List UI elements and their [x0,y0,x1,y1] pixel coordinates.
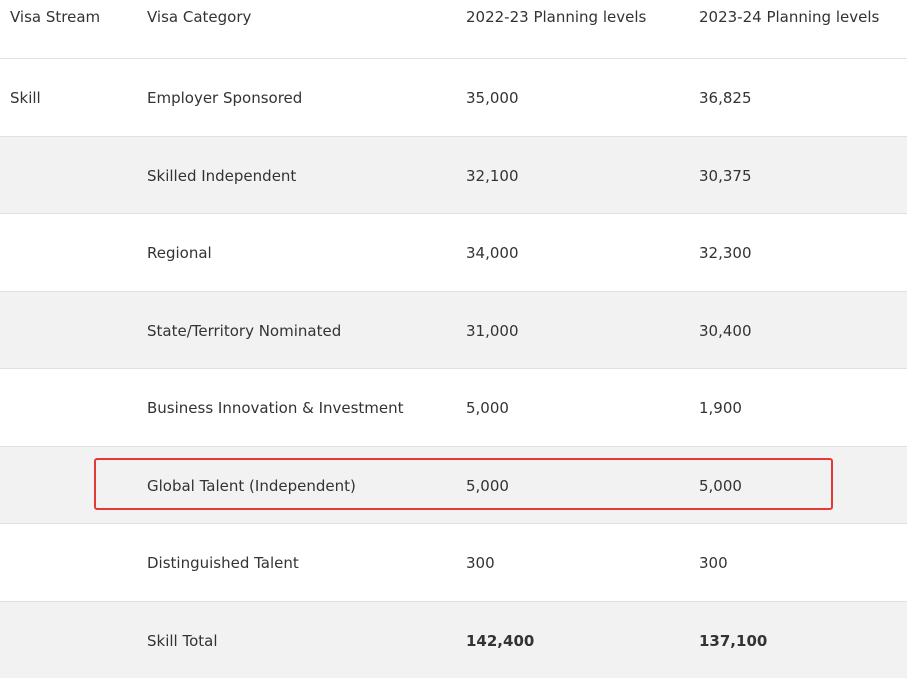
table-row [0,213,907,291]
table-header-row [0,0,907,58]
table-row [0,291,907,369]
planning-2022-cell: 5,000 [466,477,509,495]
visa-category-cell: Skill Total [147,632,218,650]
header-2023-24: 2023-24 Planning levels [699,8,879,26]
planning-2022-total: 142,400 [466,632,534,650]
planning-2023-cell: 32,300 [699,244,752,262]
table-row [0,136,907,214]
visa-category-cell: Business Innovation & Investment [147,399,404,417]
header-visa-category: Visa Category [147,8,251,26]
planning-2022-cell: 34,000 [466,244,519,262]
visa-category-cell: State/Territory Nominated [147,322,341,340]
planning-2023-cell: 30,375 [699,167,752,185]
planning-2022-cell: 35,000 [466,89,519,107]
visa-stream-cell: Skill [10,89,41,107]
planning-2023-cell: 36,825 [699,89,752,107]
planning-2022-cell: 32,100 [466,167,519,185]
planning-2023-cell: 30,400 [699,322,752,340]
visa-category-cell: Global Talent (Independent) [147,477,356,495]
planning-2022-cell: 5,000 [466,399,509,417]
planning-2023-cell: 300 [699,554,728,572]
table-row [0,58,907,136]
planning-2023-cell: 1,900 [699,399,742,417]
visa-category-cell: Distinguished Talent [147,554,299,572]
visa-category-cell: Employer Sponsored [147,89,302,107]
visa-category-cell: Regional [147,244,212,262]
table-row [0,523,907,601]
header-2022-23: 2022-23 Planning levels [466,8,646,26]
table-row [0,368,907,446]
planning-2022-cell: 31,000 [466,322,519,340]
planning-2022-cell: 300 [466,554,495,572]
table-row [0,446,907,524]
visa-category-cell: Skilled Independent [147,167,296,185]
planning-2023-total: 137,100 [699,632,767,650]
header-visa-stream: Visa Stream [10,8,100,26]
planning-2023-cell: 5,000 [699,477,742,495]
table-total-row [0,601,907,678]
